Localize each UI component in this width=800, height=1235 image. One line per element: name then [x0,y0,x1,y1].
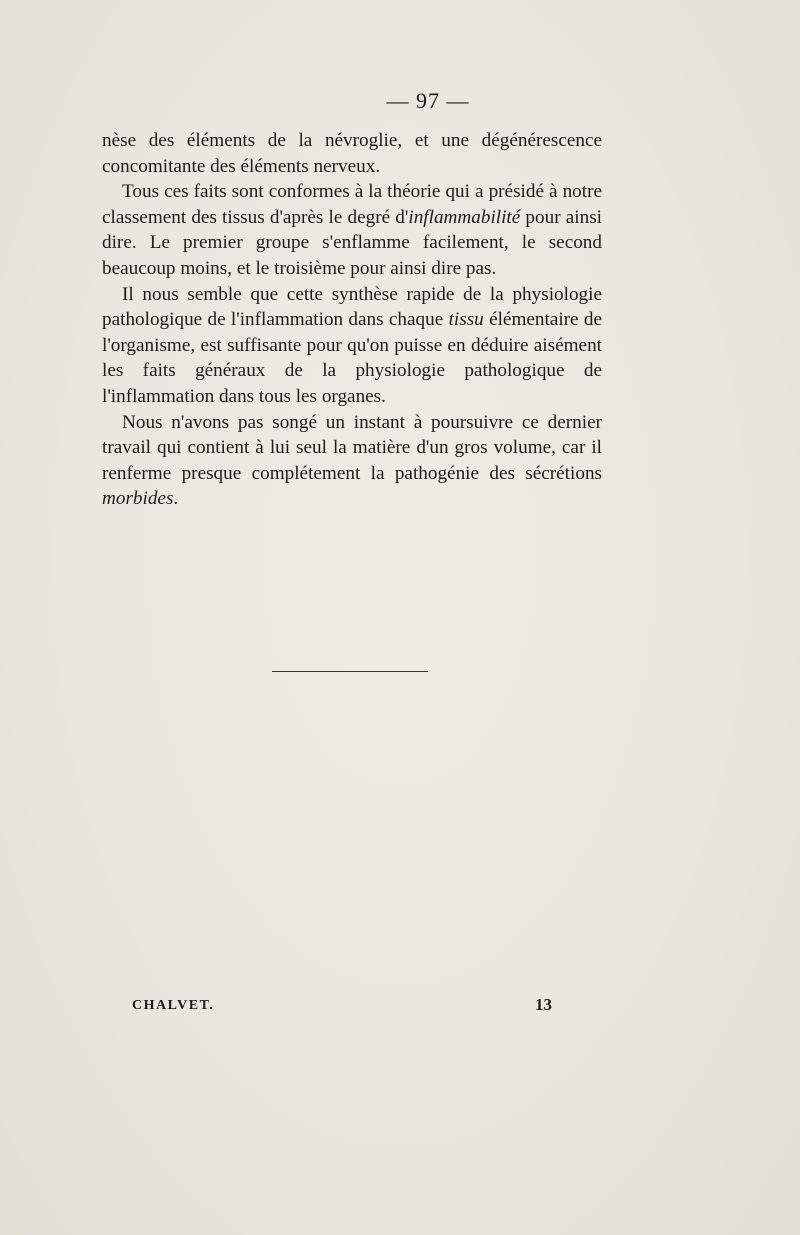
paragraph-2 [102,179,602,281]
paragraph-3-italic: tissu [448,309,484,331]
section-divider [272,671,428,672]
paragraph-3 [102,282,602,410]
paragraph-1-text: nèse des éléments de la névroglie, et une dégénérescence concomitante des éléments nerveux. [102,130,602,177]
page-header [0,88,800,114]
paragraph-4-italic: morbides [102,488,174,510]
paragraph-3-text-b: élémentaire de l'organisme, est suffisante pour qu'on puisse en déduire aisément les faits généraux de la physiologie pathologique de l'inflammation dans tous les organes. [102,309,602,407]
paragraph-2-text-b: pour ainsi dire. Le premier groupe s'enflamme facilement, le second beaucoup moins, et le troisième pour ainsi dire pas. [102,206,602,279]
paragraph-4 [102,410,602,512]
paragraph-2-italic: inflammabilité [408,206,521,228]
paragraph-4-text-a: Nous n'avons pas songé un instant à poursuivre ce dernier travail qui contient à lui seul la matière d'un gros volume, car il renferme presque complétement la pathogénie des sécrétions [102,411,602,484]
footer-signature-number: 13 [535,995,552,1014]
paragraph-1 [102,128,602,179]
body-text [102,128,602,512]
paragraph-2-text-a: Tous ces faits sont conformes à la théorie qui a présidé à notre classement des tissus d'après le degré d' [102,181,602,228]
paragraph-3-text-a: Il nous semble que cette synthèse rapide de la physiologie pathologique de l'inflammation dans chaque [102,283,602,331]
footer-signature: CHALVET. [132,998,215,1013]
paragraph-4-text-b: . [173,488,179,510]
page-number: — 97 — [386,88,470,113]
